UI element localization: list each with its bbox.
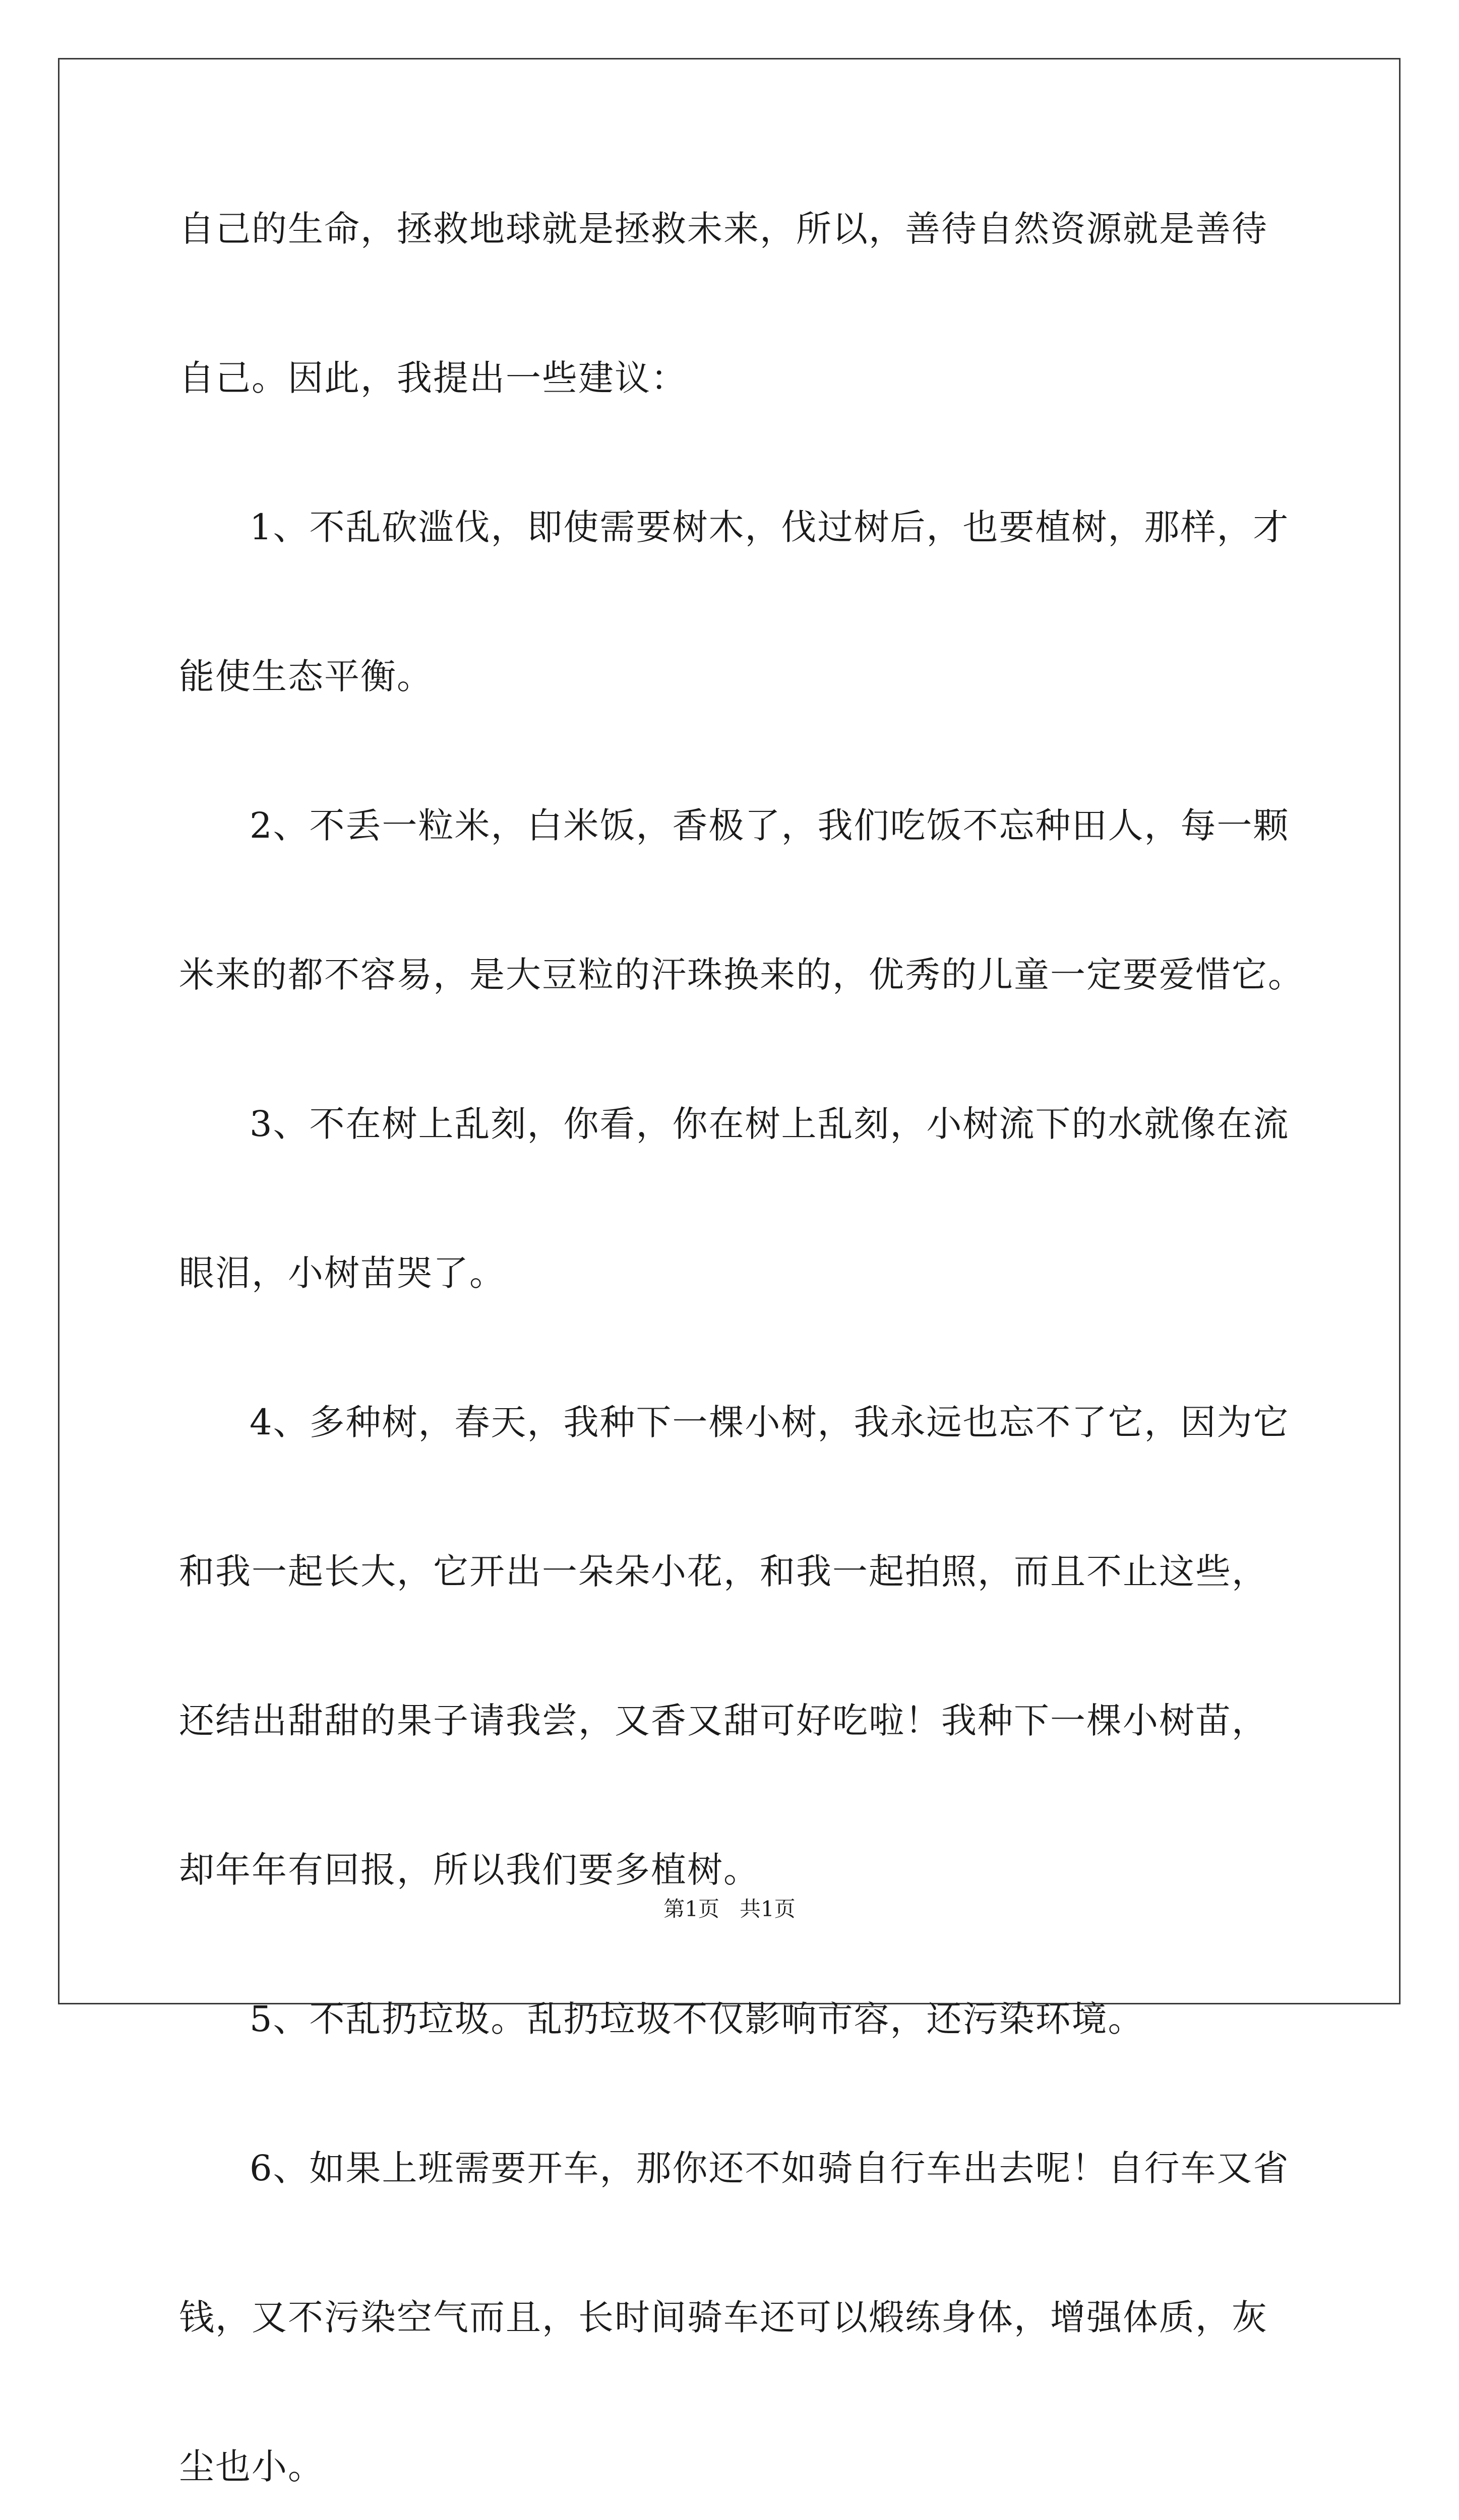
- text-line-1: 自己的生命，拯救地球就是拯救未来，所以，善待自然资源就是善待: [179, 208, 1268, 249]
- text-line-5: 2、不丢一粒米，白米饭，香极了，我们吃饭不忘种田人，每一颗: [250, 805, 1290, 846]
- text-line-16: 尘也小。: [179, 2446, 324, 2487]
- text-line-4: 能使生态平衡。: [179, 656, 433, 697]
- text-line-8: 眼泪，小树苗哭了。: [179, 1252, 506, 1294]
- text-line-2: 自己。因此，我提出一些建议：: [179, 357, 687, 399]
- text-line-3: 1、不乱砍滥伐，即使需要树木，伐过树后，也要植树，那样，才: [250, 507, 1290, 548]
- text-line-11: 还结出甜甜的果子请我尝，又香又甜可好吃啦！我种下一棵小树苗，: [179, 1700, 1268, 1741]
- text-line-14: 6、如果上班需要开车，那你还不如骑自行车出去呢！自行车又省: [250, 2148, 1290, 2189]
- page-footer: 第1页 共1页: [663, 1897, 796, 1921]
- text-line-9: 4、多种树，春天，我种下一棵小树，我永远也忘不了它，因为它: [250, 1402, 1290, 1443]
- text-line-10: 和我一起长大，它开出一朵朵小花，和我一起拍照，而且不止这些，: [179, 1551, 1268, 1592]
- document-body: [179, 192, 1304, 2520]
- text-line-7: 3、不在树上乱刻，你看，你在树上乱刻，小树流下的水就像在流: [250, 1103, 1290, 1145]
- text-line-6: 米来的都不容易，是大豆粒的汗珠换来的，优秀的儿童一定要爱惜它。: [179, 954, 1304, 995]
- text-line-13: 5、不乱扔垃圾。乱扔垃圾不仅影响市容，还污染环境。: [250, 1998, 1144, 2040]
- text-line-12: 却年年有回报，所以我们要多植树。: [179, 1849, 760, 1891]
- text-line-15: 钱，又不污染空气而且，长时间骑车还可以煅练身体，增强体质，灰: [179, 2297, 1268, 2338]
